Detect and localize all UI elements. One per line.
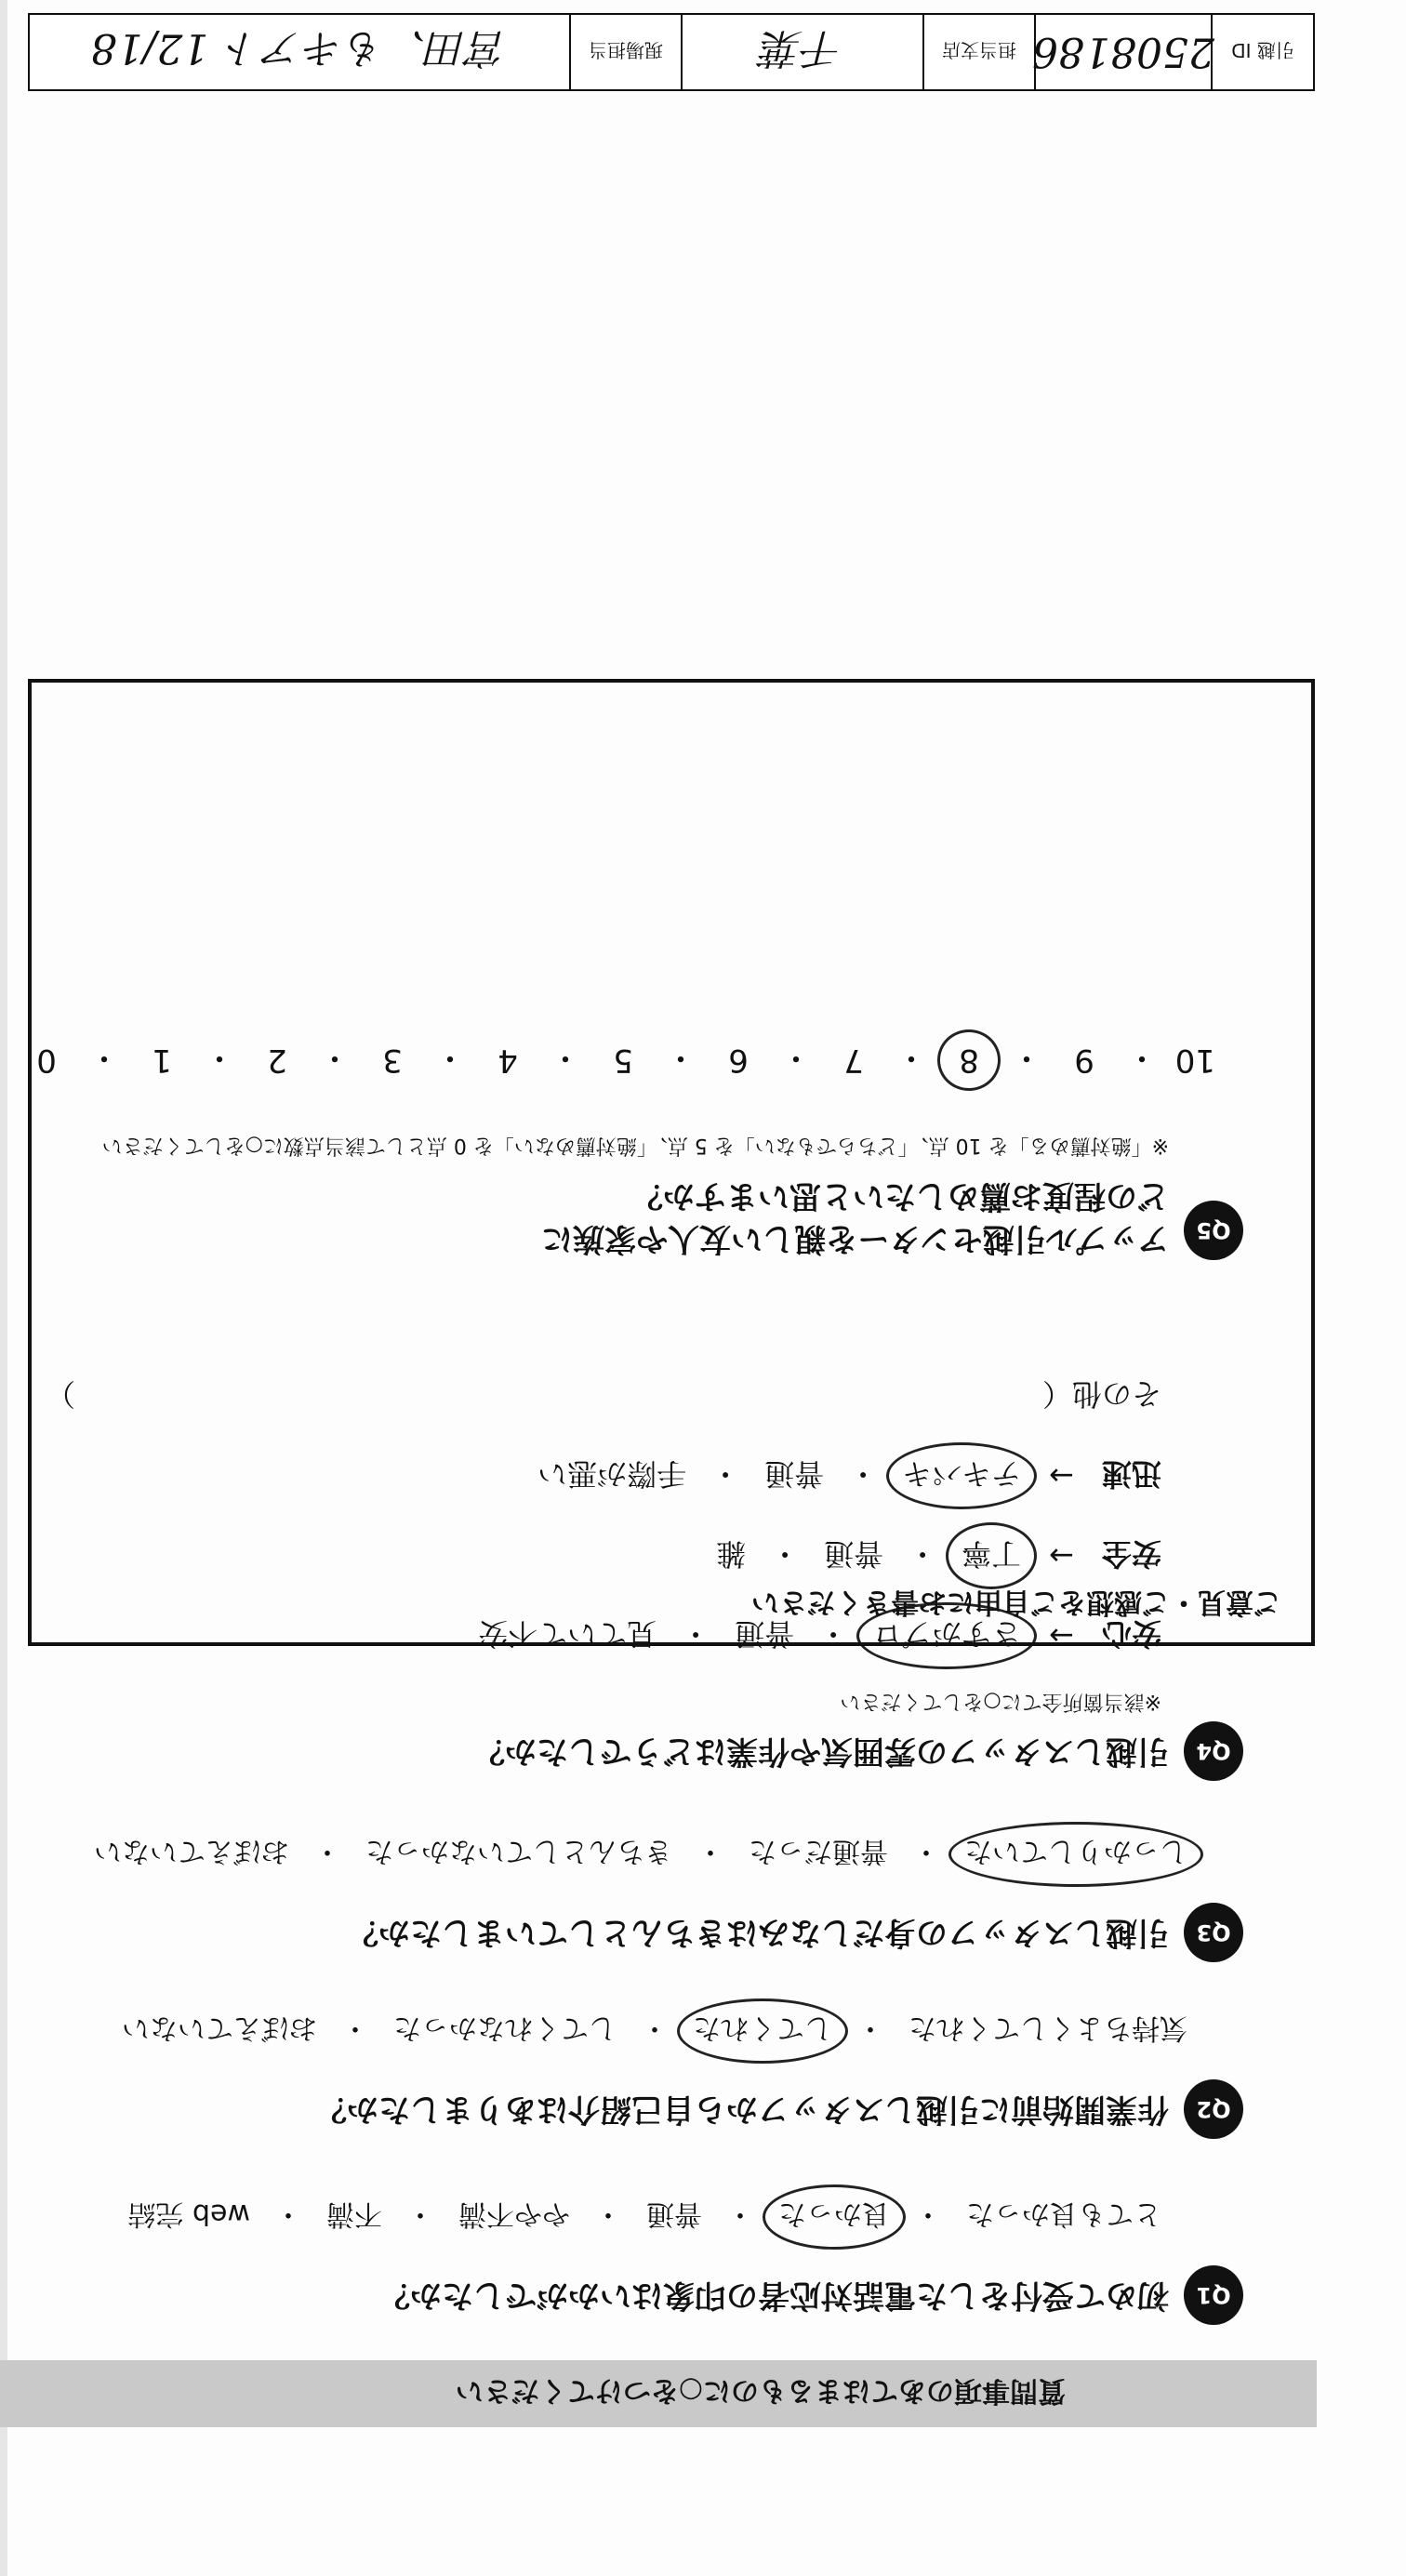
q4-row-label: 安心 (1101, 1616, 1161, 1652)
q5-badge-icon: Q5 (1184, 1201, 1243, 1260)
q4-option[interactable]: 普通 (764, 1456, 825, 1492)
scale-option[interactable]: 5 (613, 1042, 633, 1080)
q4-option[interactable]: 手際が悪い (537, 1456, 687, 1492)
q1-option[interactable]: 普通 (646, 2198, 702, 2230)
scale-option[interactable]: 4 (497, 1042, 518, 1080)
scale-option[interactable]: 3 (382, 1042, 403, 1080)
q4-option-selected[interactable]: さすがプロ (856, 1602, 1037, 1669)
q4-row-label: 迅速 (1101, 1456, 1161, 1492)
q1-option[interactable]: 不満 (326, 2198, 382, 2230)
arrow-icon: → (1049, 1618, 1074, 1653)
supervisor-value: 宮田、もキアト 12/18 (90, 24, 509, 72)
q3-option[interactable]: 普通だった (749, 1835, 888, 1867)
id-value: 2508186 (1034, 15, 1211, 89)
scale-option[interactable]: 7 (843, 1042, 864, 1080)
branch-label: 担当支店 (922, 15, 1034, 89)
q4-option-selected[interactable]: テキパキ (886, 1442, 1037, 1509)
q2-option-selected[interactable]: してくれた (677, 1998, 848, 2064)
q1-option-selected[interactable]: 良かった (763, 2184, 906, 2250)
q4-text: 引越しスタッフの雰囲気や作業はどうでしたか？ (473, 1733, 1169, 1770)
q4-option-selected[interactable]: 丁寧 (946, 1522, 1037, 1589)
q1-text: 初めて受付をした電話対応者の印象はいかがでしたか？ (378, 2277, 1169, 2314)
q4-option[interactable]: 普通 (824, 1536, 884, 1572)
instruction-banner (0, 2360, 1317, 2427)
arrow-icon: → (1049, 1458, 1074, 1494)
q4-row-anshin: 安心 → さすがプロ ・ 普通 ・ 見ていて不安 (46, 1614, 1161, 1657)
supervisor-label: 現場担当 (569, 15, 681, 89)
q5-note: ※「絶対薦める」を 10 点、「どちらでもない」を 5 点、「絶対薦めない」を 0 点として該当点数に○をしてください (101, 1134, 1169, 1157)
q5-text-line1: アップル引越センターを親しい友人や家族に (541, 1220, 1169, 1257)
q1-option[interactable]: とても良かった (966, 2198, 1161, 2230)
question-1 (127, 2197, 1243, 2325)
q3-option[interactable]: おぼえていない (94, 1835, 289, 1867)
scale-option[interactable]: 1 (152, 1042, 172, 1080)
instruction-text: 質問事項のあてはまるものに○をつけてください (455, 2374, 1066, 2407)
scale-option[interactable]: 10 (1174, 1042, 1215, 1080)
q3-option[interactable]: きちんとしていなかった (365, 1835, 672, 1867)
q4-badge-icon: Q4 (1184, 1721, 1243, 1781)
q2-option[interactable]: おぼえていない (122, 2012, 317, 2044)
q1-badge-icon: Q1 (1184, 2265, 1243, 2325)
question-3 (94, 1834, 1243, 1962)
comment-box[interactable] (28, 679, 1315, 1646)
q4-option[interactable]: 雑 (716, 1536, 747, 1572)
scale-option[interactable]: 6 (728, 1042, 749, 1080)
branch-value: 千葉 (681, 15, 922, 89)
q4-row-anzen: 安全 → 丁寧 ・ 普通 ・ 雑 (46, 1534, 1161, 1577)
q2-options: 気持ちよくしてくれた ・ してくれた ・ してくれなかった ・ おぼえていない (122, 2011, 1187, 2052)
q5-scale: 10 ・ 9 ・ 8 ・ 7 ・ 6 ・ 5 ・ 4 ・ 3 ・ 2 ・ 1 ・ 0 (31, 1038, 1215, 1083)
q3-options: しっかりしていた ・ 普通だった ・ きちんとしていなかった ・ おぼえていない (94, 1834, 1187, 1875)
q2-badge-icon: Q2 (1184, 2079, 1243, 2139)
id-row (28, 13, 1315, 91)
q1-option[interactable]: web 完結 (127, 2198, 250, 2230)
q4-row-label: 安全 (1101, 1536, 1161, 1572)
scale-option-selected[interactable]: 8 (937, 1030, 1001, 1092)
q5-text-line2: どの程度お薦めしたいと思いますか？ (631, 1177, 1169, 1215)
question-2 (122, 2011, 1243, 2139)
q4-option[interactable]: 見ていて不安 (478, 1616, 657, 1652)
q2-option[interactable]: してくれなかった (393, 2012, 617, 2044)
id-label: 引越 ID (1211, 15, 1313, 89)
q1-options: とても良かった ・ 良かった ・ 普通 ・ やや不満 ・ 不満 ・ web 完結 (127, 2197, 1161, 2237)
q4-other-label: その他（ (1041, 1376, 1161, 1412)
q4-row-jinsoku: 迅速 → テキパキ ・ 普通 ・ 手際が悪い (46, 1454, 1161, 1497)
q2-text: 作業開始前に引越しスタッフから自己紹介はありましたか？ (315, 2091, 1169, 2128)
q4-note: ※該当箇所全てに○をしてください (840, 1690, 1161, 1713)
q3-text: 引越しスタッフの身だしなみはきちんとしていましたか？ (347, 1914, 1169, 1951)
q3-option-selected[interactable]: しっかりしていた (948, 1822, 1203, 1887)
comment-title: ご意見・ご感想をご自由にお書きください (751, 1586, 1281, 1618)
arrow-icon: → (1049, 1538, 1074, 1573)
scale-option[interactable]: 2 (267, 1042, 287, 1080)
q2-option[interactable]: 気持ちよくしてくれた (909, 2012, 1187, 2044)
q1-option[interactable]: やや不満 (458, 2198, 570, 2230)
q4-option[interactable]: 普通 (735, 1616, 795, 1652)
scale-option[interactable]: 0 (36, 1042, 57, 1080)
q4-other-close: ） (46, 1376, 76, 1412)
q3-badge-icon: Q3 (1184, 1903, 1243, 1962)
scale-option[interactable]: 9 (1074, 1042, 1094, 1080)
